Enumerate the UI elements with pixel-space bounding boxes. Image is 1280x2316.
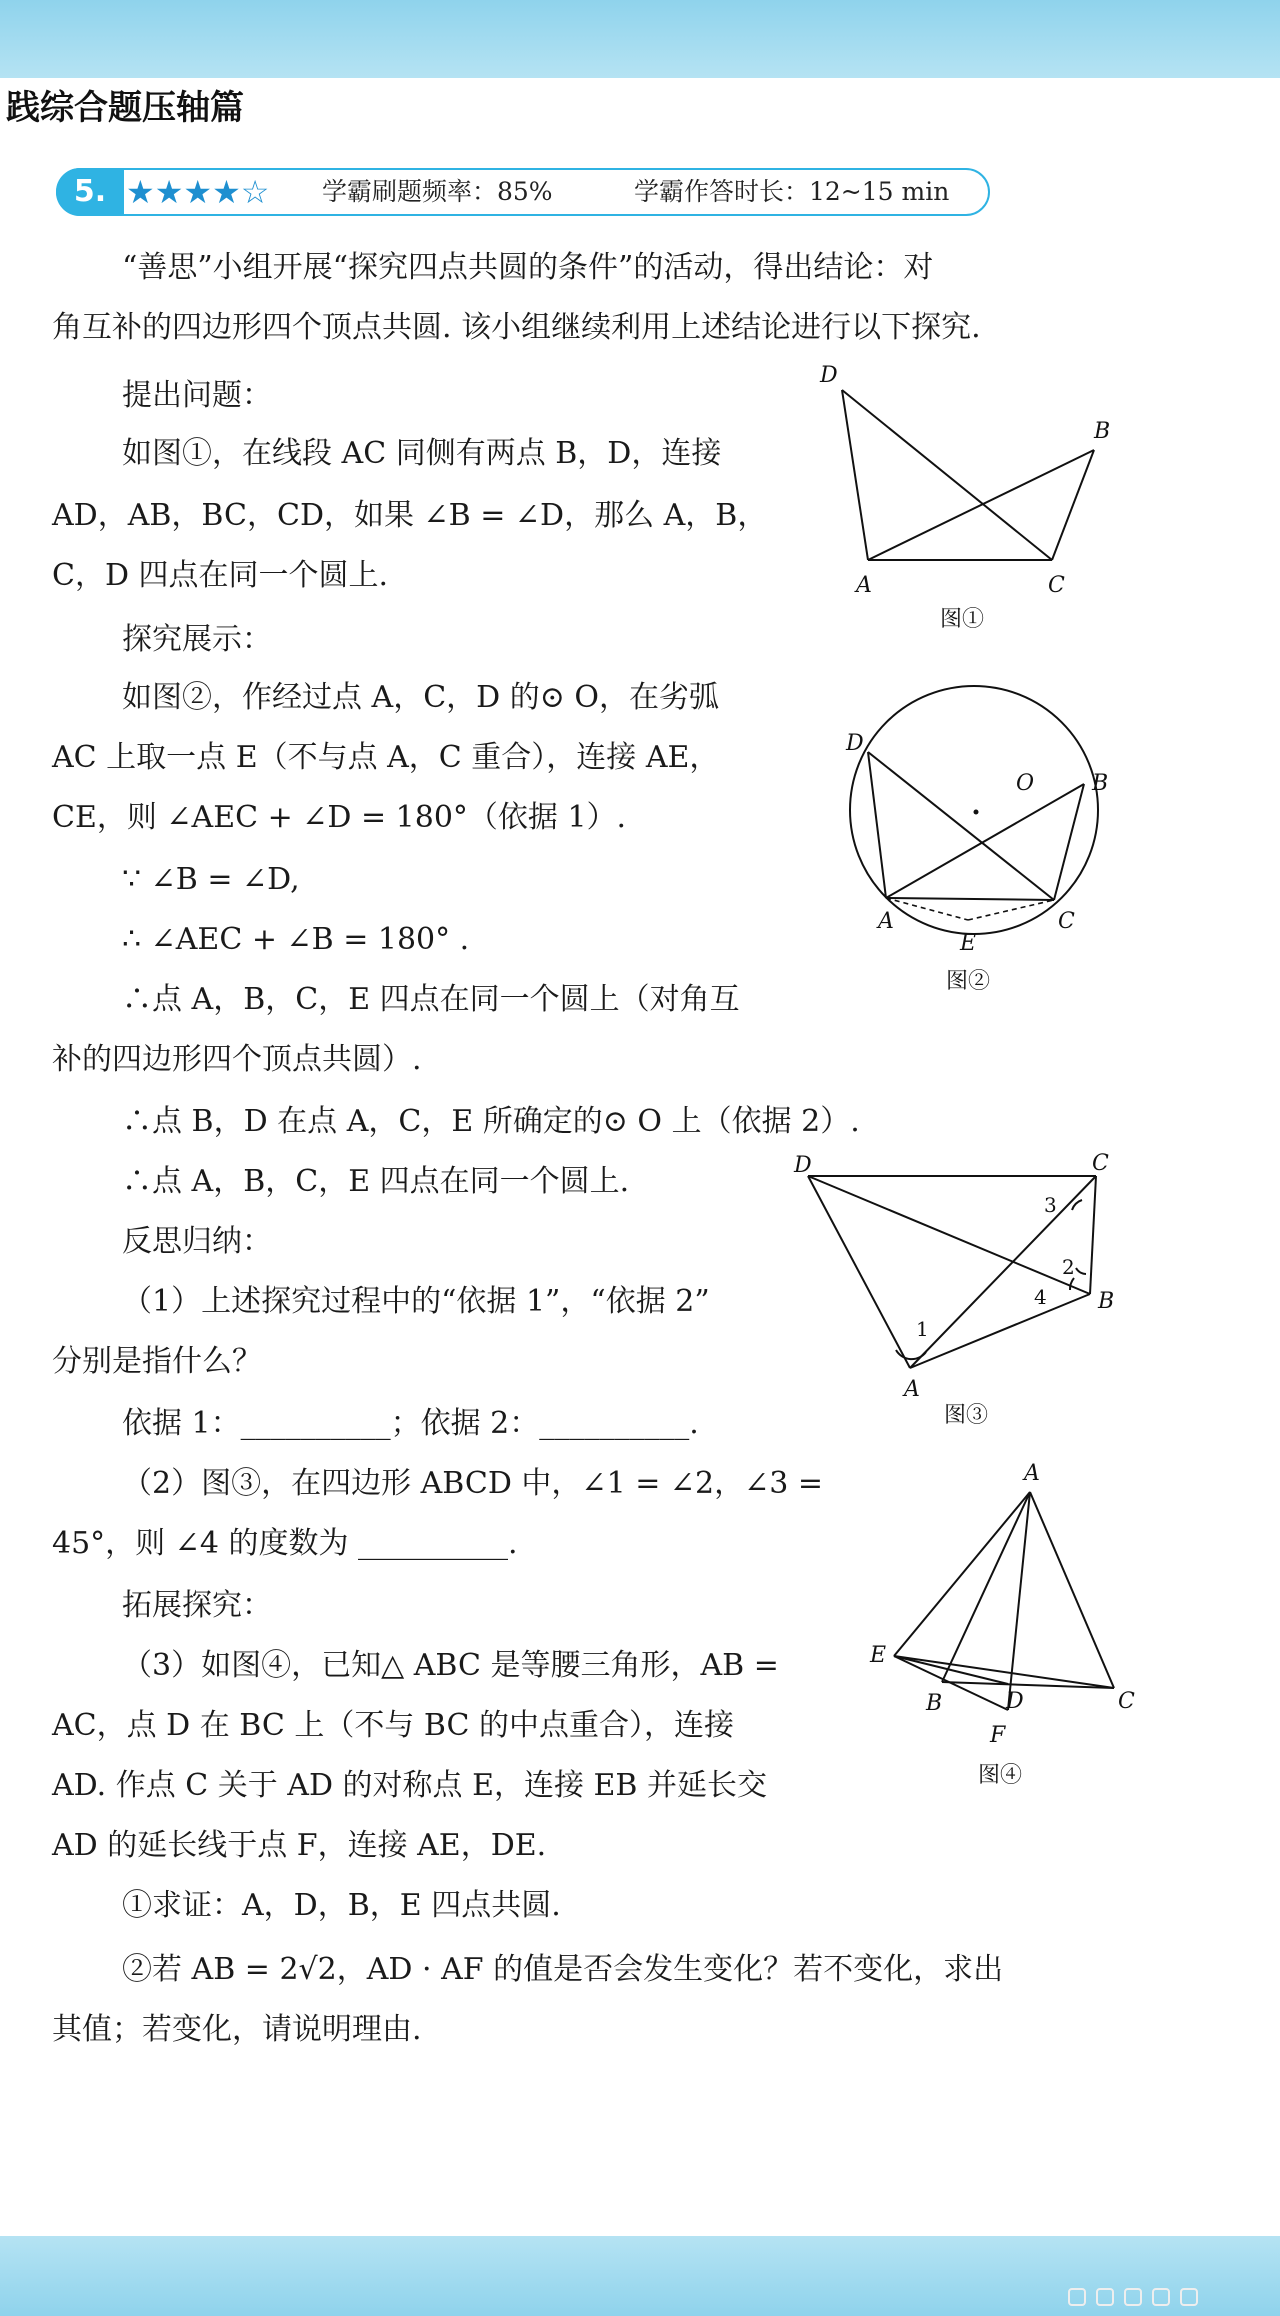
- text-line: 提出问题：: [122, 378, 272, 413]
- fig3-label-3: 3: [1044, 1193, 1057, 1217]
- text-line: AC，点 D 在 BC 上（不与 BC 的中点重合），连接: [52, 1708, 735, 1743]
- fig2-label-d: D: [846, 731, 864, 756]
- text-line: 分别是指什么？: [52, 1344, 262, 1379]
- section-title: 践综合题压轴篇: [6, 88, 244, 128]
- text-line: C，D 四点在同一个圆上.: [52, 558, 389, 593]
- difficulty-stars: ★★★★☆: [126, 173, 270, 211]
- text-line: 如图①，在线段 AC 同侧有两点 B，D，连接: [122, 436, 722, 471]
- text-line: ②若 AB = 2√2，AD · AF 的值是否会发生变化？若不变化，求出: [122, 1952, 1004, 1987]
- text-line: AD. 作点 C 关于 AD 的对称点 E，连接 EB 并延长交: [52, 1768, 767, 1803]
- fig4-caption: 图④: [978, 1763, 1023, 1788]
- text-line: 其值；若变化，请说明理由.: [52, 2012, 422, 2047]
- fig2-label-a: A: [878, 909, 894, 934]
- fig4-label-d: D: [1006, 1689, 1024, 1714]
- page-indicator: [1068, 2288, 1208, 2306]
- text-line: AC 上取一点 E（不与点 A，C 重合），连接 AE，: [52, 740, 720, 775]
- text-line: 45°，则 ∠4 的度数为 __________.: [52, 1526, 518, 1561]
- figure-3: [786, 1150, 1126, 1440]
- text-line: 探究展示：: [122, 622, 272, 657]
- text-line: AD，AB，BC，CD，如果 ∠B = ∠D，那么 A，B，: [52, 498, 768, 533]
- text-line: CE，则 ∠AEC + ∠D = 180°（依据 1）.: [52, 800, 627, 835]
- text-line: ∴点 B，D 在点 A，C，E 所确定的⊙ O 上（依据 2）.: [122, 1104, 860, 1139]
- fig1-label-a: A: [856, 573, 872, 598]
- text-line: 补的四边形四个顶点共圆）.: [52, 1042, 422, 1077]
- fig1-caption: 图①: [940, 607, 985, 632]
- text-line: 反思归纳：: [122, 1224, 272, 1259]
- fig4-label-a: A: [1024, 1461, 1040, 1486]
- fig3-label-d: D: [794, 1153, 812, 1178]
- page-dot: [1124, 2288, 1142, 2306]
- frequency-text: 学霸刷题频率：85%: [322, 177, 553, 206]
- figure-1: [820, 360, 1140, 640]
- fig2-label-b: B: [1092, 771, 1109, 796]
- fig3-label-a: A: [904, 1377, 920, 1402]
- fig3-label-2: 2: [1062, 1255, 1075, 1279]
- figure-2: [836, 690, 1116, 1000]
- fig3-label-4: 4: [1034, 1285, 1047, 1309]
- fig2-label-o: O: [1016, 771, 1035, 796]
- text-line: ∴点 A，B，C，E 四点在同一个圆上（对角互: [122, 982, 740, 1017]
- fig3-label-c: C: [1092, 1151, 1109, 1176]
- time-text: 学霸作答时长：12~15 min: [634, 177, 950, 206]
- fig4-label-b: B: [926, 1691, 943, 1716]
- page-dot: [1152, 2288, 1170, 2306]
- fig4-label-f: F: [990, 1723, 1006, 1748]
- fig3-label-1: 1: [916, 1317, 929, 1341]
- text-line: ∵ ∠B = ∠D,: [122, 862, 300, 897]
- text-line: “善思”小组开展“探究四点共圆的条件”的活动，得出结论：对: [122, 250, 934, 285]
- text-line: （1）上述探究过程中的“依据 1”，“依据 2”: [122, 1284, 710, 1319]
- fig2-label-c: C: [1058, 909, 1075, 934]
- page-dot: [1096, 2288, 1114, 2306]
- text-line: 角互补的四边形四个顶点共圆. 该小组继续利用上述结论进行以下探究.: [52, 310, 981, 345]
- text-line: ∴点 A，B，C，E 四点在同一个圆上.: [122, 1164, 630, 1199]
- fig4-label-c: C: [1118, 1689, 1135, 1714]
- fig4-label-e: E: [870, 1643, 887, 1668]
- text-line: AD 的延长线于点 F，连接 AE，DE.: [52, 1828, 547, 1863]
- fig1-label-d: D: [820, 363, 838, 388]
- fig1-label-c: C: [1048, 573, 1065, 598]
- figure-4: [864, 1460, 1164, 1800]
- page-dot: [1068, 2288, 1086, 2306]
- text-line: 依据 1：__________；依据 2：__________.: [122, 1406, 699, 1441]
- text-line: ∴ ∠AEC + ∠B = 180° .: [122, 922, 470, 957]
- page-dot: [1180, 2288, 1198, 2306]
- fig3-label-b: B: [1098, 1289, 1115, 1314]
- question-number: 5.: [56, 168, 124, 216]
- fig2-label-e: E: [960, 931, 977, 956]
- text-line: 如图②，作经过点 A，C，D 的⊙ O，在劣弧: [122, 680, 720, 715]
- fig3-caption: 图③: [944, 1403, 989, 1428]
- text-line: 拓展探究：: [122, 1588, 272, 1623]
- fig1-label-b: B: [1094, 419, 1111, 444]
- fig2-caption: 图②: [946, 969, 991, 994]
- text-line: ①求证：A，D，B，E 四点共圆.: [122, 1888, 561, 1923]
- top-band: [0, 0, 1280, 78]
- text-line: （2）图③，在四边形 ABCD 中，∠1 = ∠2，∠3 =: [122, 1466, 823, 1501]
- text-line: （3）如图④，已知△ ABC 是等腰三角形，AB =: [122, 1648, 779, 1683]
